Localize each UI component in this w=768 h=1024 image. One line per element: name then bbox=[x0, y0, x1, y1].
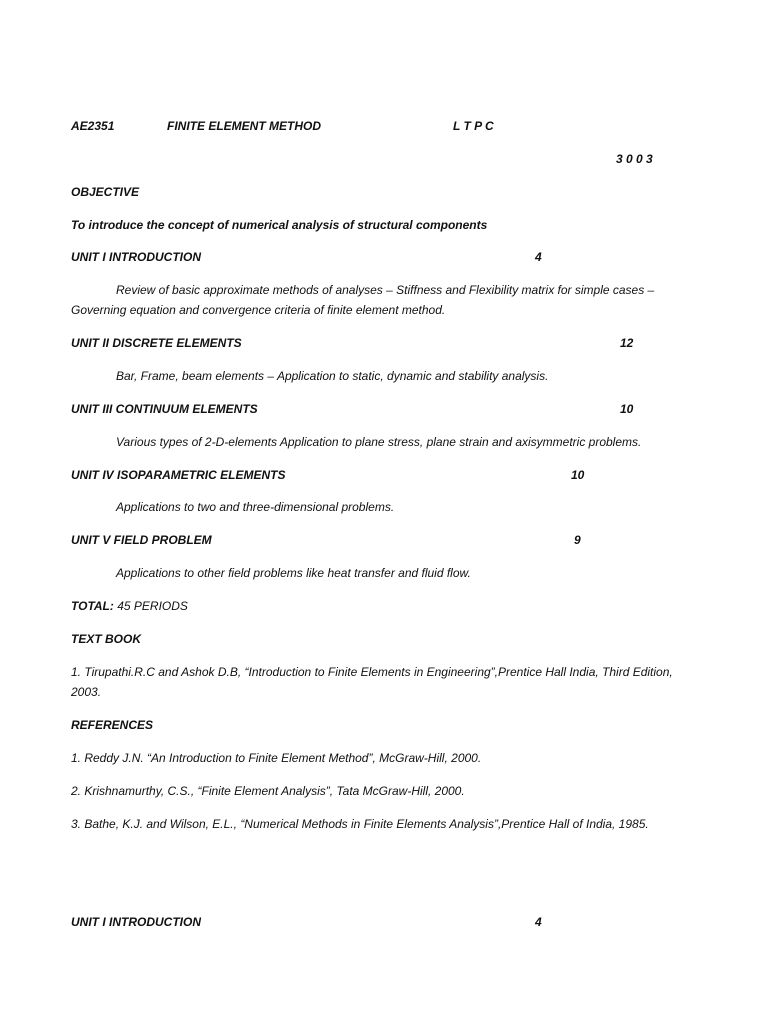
unit-3-title: UNIT III CONTINUUM ELEMENTS bbox=[71, 402, 258, 416]
total-label: TOTAL: bbox=[71, 599, 114, 613]
unit-2-description: Bar, Frame, beam elements – Application to static, dynamic and stability analysis. bbox=[116, 369, 549, 383]
unit-2-title: UNIT II DISCRETE ELEMENTS bbox=[71, 336, 242, 350]
unit-5-title: UNIT V FIELD PROBLEM bbox=[71, 533, 212, 547]
unit-5-description: Applications to other field problems like heat transfer and fluid flow. bbox=[116, 566, 471, 580]
course-code: AE2351 bbox=[71, 119, 115, 133]
unit-3-hours: 10 bbox=[620, 402, 634, 416]
reference-item-1: 1. Reddy J.N. “An Introduction to Finite Element Method”, McGraw-Hill, 2000. bbox=[71, 751, 482, 765]
objective-text: To introduce the concept of numerical analysis of structural components bbox=[71, 218, 488, 232]
course-title: FINITE ELEMENT METHOD bbox=[167, 119, 321, 133]
unit-4-description: Applications to two and three-dimensional problems. bbox=[116, 500, 395, 514]
ltpc-label: L T P C bbox=[453, 119, 494, 133]
objective-heading: OBJECTIVE bbox=[71, 185, 140, 199]
total-value: 45 PERIODS bbox=[117, 599, 188, 613]
reference-item-2: 2. Krishnamurthy, C.S., “Finite Element Analysis”, Tata McGraw-Hill, 2000. bbox=[71, 784, 465, 798]
text-book-heading: TEXT BOOK bbox=[71, 632, 142, 646]
footer-unit-hours: 4 bbox=[535, 915, 542, 929]
total-line bbox=[71, 598, 188, 614]
unit-1-description bbox=[71, 280, 681, 320]
unit-1-description-text: Review of basic approximate methods of analyses – Stiffness and Flexibility matrix for simple cases – Governing equation and convergence criteria of finite element method. bbox=[71, 283, 655, 317]
unit-3-description: Various types of 2-D-elements Application to plane stress, plane strain and axisymmetric problems. bbox=[116, 435, 642, 449]
ltpc-values: 3 0 0 3 bbox=[616, 152, 653, 166]
unit-5-hours: 9 bbox=[574, 533, 581, 547]
footer-unit-title: UNIT I INTRODUCTION bbox=[71, 915, 201, 929]
text-book-item-1: 1. Tirupathi.R.C and Ashok D.B, “Introduction to Finite Elements in Engineering”,Prentice Hall India, Third Edition, 2003. bbox=[71, 665, 673, 699]
unit-1-title: UNIT I INTRODUCTION bbox=[71, 250, 201, 264]
reference-item-3: 3. Bathe, K.J. and Wilson, E.L., “Numerical Methods in Finite Elements Analysis”,Prentice Hall of India, 1985. bbox=[71, 817, 649, 831]
unit-4-hours: 10 bbox=[571, 468, 585, 482]
references-heading: REFERENCES bbox=[71, 718, 154, 732]
unit-4-title: UNIT IV ISOPARAMETRIC ELEMENTS bbox=[71, 468, 286, 482]
unit-1-hours: 4 bbox=[535, 250, 542, 264]
unit-2-hours: 12 bbox=[620, 336, 634, 350]
